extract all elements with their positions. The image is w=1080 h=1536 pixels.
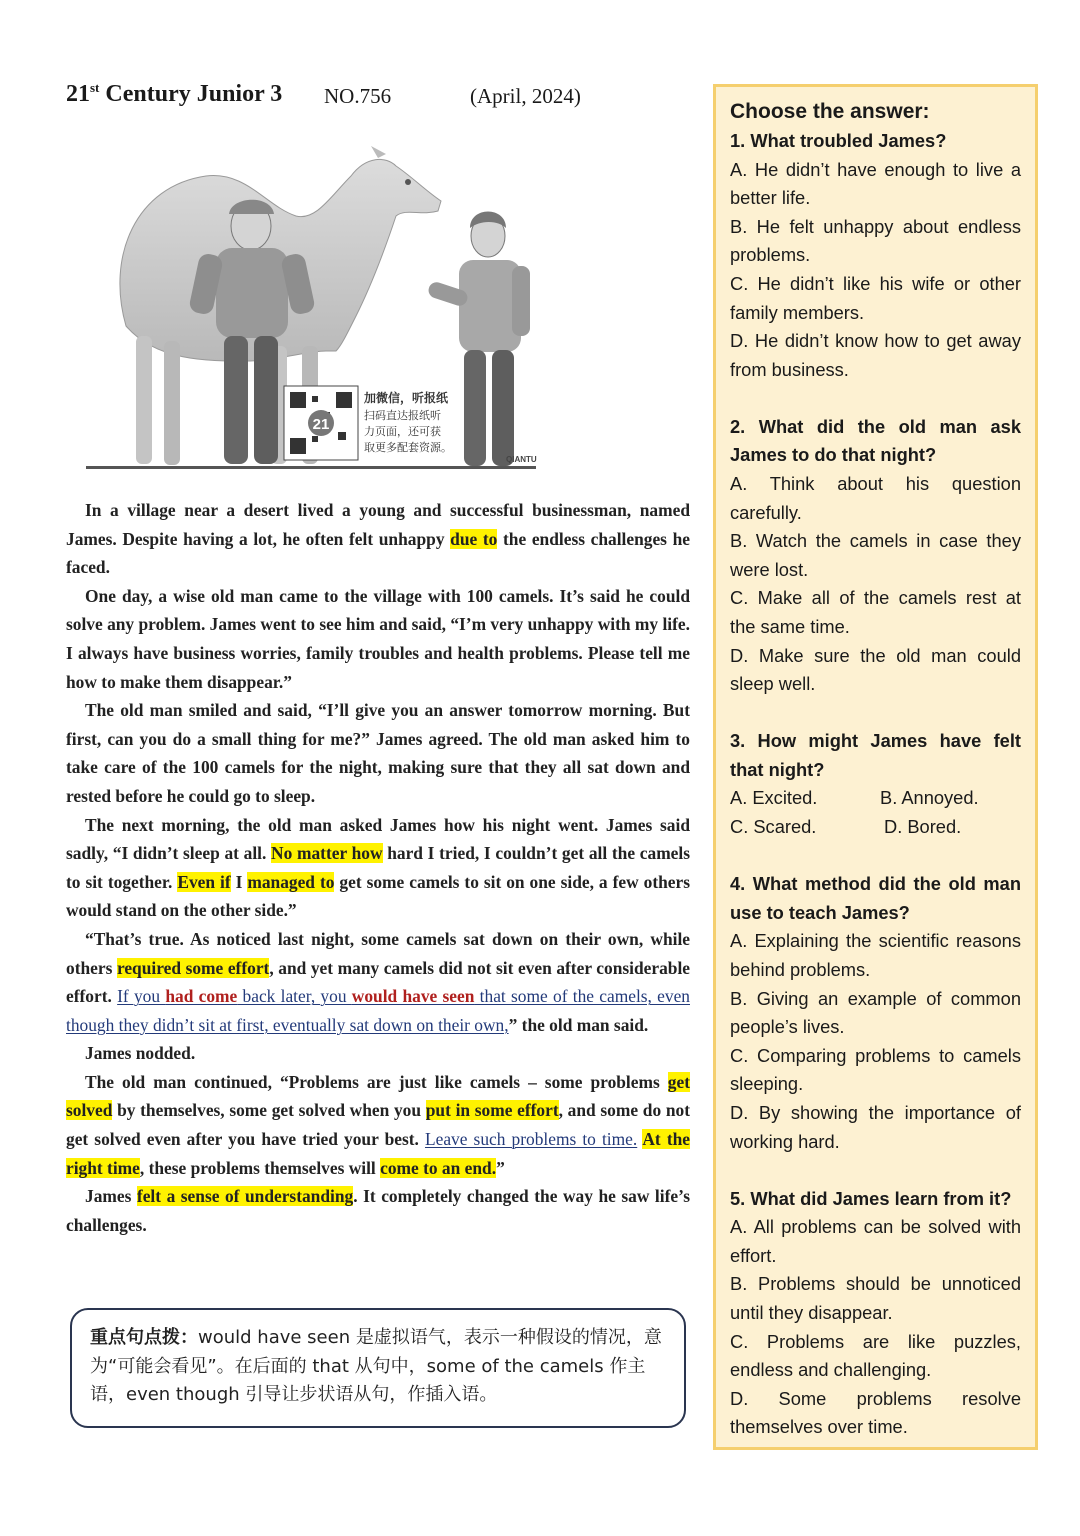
answer-option[interactable]: A. He didn’t have enough to live a better life.	[730, 158, 1021, 209]
quiz-panel	[713, 84, 1038, 1450]
article-paragraph: The next morning, the old man asked James how his night went. James said sadly, “I didn’t sleep at all. No matter how hard I tried, I couldn’t get all the camels to sit together. Even if I managed to get some camels to sit on one side, a few others would stand on the other side.”	[66, 814, 690, 921]
answer-option-row	[730, 813, 1021, 842]
quiz-title: Choose the answer:	[730, 100, 930, 123]
underlined-phrase: Leave such problems to time.	[424, 1129, 638, 1150]
highlight-phrase: get solved	[66, 1071, 690, 1121]
article-paragraph: James nodded.	[85, 1043, 196, 1064]
answer-option[interactable]: D. Make sure the old man could sleep well.	[730, 644, 1021, 695]
answer-option[interactable]: D. By showing the importance of working hard.	[730, 1101, 1021, 1152]
answer-option[interactable]: A. All problems can be solved with effort.	[730, 1216, 1021, 1266]
tip-title: 重点句点拨：	[90, 1327, 198, 1348]
qr-logo: 21	[312, 416, 330, 433]
highlight-phrase: come to an end.	[380, 1157, 497, 1178]
paper-title: 21st Century Junior 3	[66, 80, 283, 107]
answer-option[interactable]: C. Scared.	[730, 816, 817, 838]
illustration-credit: QIANTU	[506, 455, 537, 464]
answer-option[interactable]: B. Watch the camels in case they were lost.	[730, 530, 1021, 580]
issue-number: NO.756	[324, 84, 392, 108]
answer-option[interactable]: A. Think about his question carefully.	[730, 473, 1021, 523]
answer-option[interactable]: B. Annoyed.	[880, 787, 979, 809]
young-man-figure	[427, 212, 530, 467]
answer-option-row	[730, 784, 1021, 813]
story-article	[66, 496, 690, 1239]
answer-option[interactable]: C. Problems are like puzzles, endless and challenging.	[730, 1330, 1021, 1381]
question-stem: 1. What troubled James?	[730, 130, 947, 151]
highlight-phrase: due to	[450, 528, 498, 549]
qr-caption-line4: 取更多配套资源。	[364, 441, 452, 454]
highlight-phrase: put in some effort	[425, 1100, 559, 1121]
question-stem: 2. What did the old man ask James to do that night?	[730, 415, 1021, 466]
article-paragraph: One day, a wise old man came to the village with 100 camels. It’s said he could solve any problem. James went to see him and said, “I’m very unhappy with my life. I always have business worries, family troubles and health problems. Please tell me how to make them disappear.”	[66, 585, 690, 692]
question-stem: 5. What did James learn from it?	[730, 1187, 1012, 1209]
key-sentence-tip-box	[70, 1308, 686, 1428]
qr-caption-line1: 加微信，听报纸	[364, 391, 449, 405]
question-4	[730, 870, 1021, 1156]
key-sentence: If you had come back later, you would have seen that some of the camels, even though they didn’t sit at first, eventually sat down on their own,	[66, 986, 690, 1035]
answer-option[interactable]: B. Problems should be unnoticed until they disappear.	[730, 1273, 1021, 1323]
article-paragraph: In a village near a desert lived a young and successful businessman, named James. Despite having a lot, he often felt unhappy due to the endless challenges he faced.	[66, 500, 690, 578]
answer-option[interactable]: C. Make all of the camels rest at the same time.	[730, 587, 1021, 637]
answer-option[interactable]: B. Giving an example of common people’s lives.	[730, 987, 1021, 1038]
qr-caption-line3: 力页面，还可获	[364, 425, 441, 438]
question-5	[730, 1185, 1021, 1442]
highlight-phrase: At the right time	[66, 1129, 691, 1178]
answer-option[interactable]: B. He felt unhappy about endless problems.	[730, 215, 1021, 266]
tip-text: would have seen 是虚拟语气，表示一种假设的情况，意为“可能会看见”。在后面的 that 从句中，some of the camels 作主语，even though 引导让步状语从句，作插入语。	[90, 1327, 662, 1405]
article-paragraph: James felt a sense of understanding. It completely changed the way he saw life’s challenges.	[66, 1186, 690, 1235]
answer-option[interactable]: C. He didn’t like his wife or other family members.	[730, 272, 1021, 323]
article-paragraph: The old man smiled and said, “I’ll give you an answer tomorrow morning. But first, can you do a small thing for me?” James agreed. The old man asked him to take care of the 100 camels for the night, making sure that they all sat down and rested before he could go to sleep.	[66, 700, 690, 806]
highlight-phrase: felt a sense of understanding	[136, 1186, 354, 1207]
answer-option[interactable]: A. Excited.	[730, 787, 818, 809]
highlight-phrase: managed to	[247, 871, 335, 892]
answer-option[interactable]: D. Some problems resolve themselves over time.	[730, 1387, 1021, 1438]
highlight-phrase: No matter how	[271, 843, 383, 864]
newspaper-header	[66, 80, 686, 116]
qr-caption-line2: 扫码直达报纸听	[364, 409, 441, 422]
question-2	[730, 413, 1021, 699]
article-paragraph: “That’s true. As noticed last night, some camels sat down on their own, while others required some effort, and yet many camels did not sit even after considerable effort. If you had come back later, you would have seen that some of the camels, even though they didn’t sit at first, eventually sat down on their own,” the old man said.	[66, 928, 690, 1035]
question-3	[730, 727, 1021, 841]
question-stem: 3. How might James have felt that night?	[730, 730, 1021, 780]
highlight-phrase: Even if	[177, 871, 231, 892]
answer-option[interactable]: C. Comparing problems to camels sleeping.	[730, 1044, 1021, 1095]
question-1	[730, 127, 1021, 384]
issue-date: (April, 2024)	[470, 84, 581, 108]
article-paragraph: The old man continued, “Problems are just like camels – some problems get solved by themselves, some get solved when you put in some effort, and some do not get solved even after you have tried your best. Leave such problems to time. At the right time, these problems themselves will come to an end.”	[66, 1071, 691, 1178]
qr-code	[284, 386, 358, 460]
answer-option[interactable]: D. Bored.	[884, 816, 962, 838]
answer-option[interactable]: A. Explaining the scientific reasons behind problems.	[730, 930, 1021, 980]
question-stem: 4. What method did the old man use to teach James?	[730, 873, 1021, 923]
answer-option[interactable]: D. He didn’t know how to get away from business.	[730, 330, 1021, 380]
camel-illustration	[66, 136, 566, 481]
highlight-phrase: required some effort	[116, 957, 270, 978]
